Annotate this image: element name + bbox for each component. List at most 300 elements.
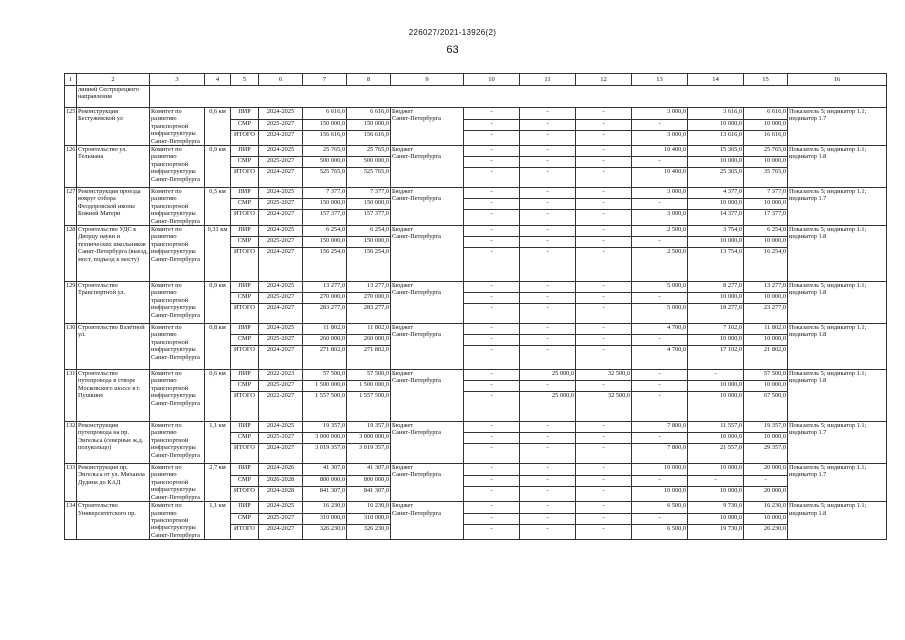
amount-cell: - [520,188,576,199]
period-cell: 2025-2027 [259,293,303,304]
customer-cell: Комитет по развитию транспортной инфраструктуры Санкт-Петербурга [150,422,205,464]
amount-cell: - [464,381,520,392]
cost-cell: 1 500 000,0 [347,381,391,392]
row-number-cell: 125 [65,108,77,146]
column-number-cell: 12 [576,74,632,86]
amount-cell: - [632,237,688,248]
customer-cell: Комитет по развитию транспортной инфраструктуры Санкт-Петербурга [150,502,205,540]
work-type-cell: ИТОГО [231,248,259,282]
amount-cell: - [576,210,632,226]
object-name-cell: Строительство УДС к Дворцу науки и технических школьников Санкт-Петербурга (выезд, мост, подъезд к мосту) [77,226,150,282]
amount-cell: - [520,237,576,248]
amount-cell: 7 800,0 [632,422,688,433]
amount-cell: - [576,226,632,237]
amount-cell: - [520,502,576,514]
empty-cell [150,86,887,108]
work-type-cell: СМР [231,433,259,444]
cost-cell: 1 557 500,0 [347,392,391,422]
amount-cell: 10 000,0 [688,392,744,422]
work-type-cell: ИТОГО [231,525,259,540]
budget-line: Санкт-Петербурга [392,377,441,385]
period-cell: 2025-2027 [259,381,303,392]
amount-cell: - [520,146,576,157]
amount-cell: 21 802,0 [744,346,788,370]
object-name-cell: Реконструкция пр. Энгельса от ул. Михаила Дудина до КАД [77,464,150,502]
amount-cell: 13 754,0 [688,248,744,282]
amount-cell: - [632,199,688,210]
cost-cell: 11 802,0 [303,324,347,335]
amount-cell: - [576,248,632,282]
amount-cell: - [576,188,632,199]
amount-cell: 13 616,0 [688,131,744,146]
work-type-cell: ПИР [231,422,259,433]
amount-cell: - [464,335,520,346]
cost-cell: 841 307,0 [347,487,391,502]
budget-line: Бюджет [392,324,414,332]
budget-line: Бюджет [392,502,414,510]
cost-cell: 6 254,0 [303,226,347,237]
amount-cell: 16 230,0 [744,502,788,514]
empty-cell [65,86,77,108]
amount-cell: 13 277,0 [744,282,788,293]
cost-cell: 157 377,0 [303,210,347,226]
budget-line: Санкт-Петербурга [392,471,441,479]
cost-cell: 6 616,0 [303,108,347,120]
row-number-cell: 128 [65,226,77,282]
amount-cell: 3 754,0 [688,226,744,237]
column-number-cell: 5 [231,74,259,86]
indicators-cell: Показатель 5; индикатор 1.1; индикатор 1.8 [788,282,887,324]
period-cell: 2025-2027 [259,237,303,248]
work-type-cell: ПИР [231,188,259,199]
length-cell: 1,1 км [205,422,231,464]
amount-cell: - [464,370,520,381]
period-cell: 2025-2027 [259,433,303,444]
period-cell: 2024-2028 [259,487,303,502]
amount-cell: - [576,168,632,188]
amount-cell: - [520,108,576,120]
period-cell: 2024-2027 [259,444,303,464]
cost-cell: 525 765,0 [347,168,391,188]
period-cell: 2024-2025 [259,282,303,293]
amount-cell: 10 000,0 [744,199,788,210]
cost-cell: 270 000,0 [303,293,347,304]
budget-line: Бюджет [392,370,414,378]
cost-cell: 156 616,0 [303,131,347,146]
amount-cell: - [520,422,576,433]
amount-cell: - [576,108,632,120]
amount-cell: - [576,146,632,157]
amount-cell: - [576,525,632,540]
amount-cell: - [464,237,520,248]
length-cell: 0,31 км [205,226,231,282]
period-cell: 2024-2026 [259,464,303,476]
indicators-cell: Показатель 5; индикатор 1.1; индикатор 1.8 [788,324,887,370]
amount-cell: 26 230,0 [744,525,788,540]
amount-cell: - [632,513,688,525]
amount-cell: - [520,131,576,146]
customer-cell: Комитет по развитию транспортной инфраструктуры Санкт-Петербурга [150,108,205,146]
amount-cell: - [520,335,576,346]
amount-cell: 4 377,0 [688,188,744,199]
amount-cell: - [520,346,576,370]
cost-cell: 260 000,0 [347,335,391,346]
amount-cell: - [464,226,520,237]
cost-cell: 157 377,0 [347,210,391,226]
cost-cell: 271 802,0 [303,346,347,370]
amount-cell: - [464,146,520,157]
budget-cell [391,502,464,540]
amount-cell: - [576,475,632,487]
period-cell: 2024-2027 [259,346,303,370]
amount-cell: - [576,335,632,346]
period-cell: 2025-2027 [259,157,303,168]
budget-line: Санкт-Петербурга [392,195,441,203]
amount-cell: 10 000,0 [688,487,744,502]
amount-cell: - [576,119,632,131]
table-row [65,370,887,381]
amount-cell: - [576,304,632,324]
budget-cell [391,188,464,226]
cost-cell: 25 765,0 [347,146,391,157]
amount-cell: - [576,237,632,248]
amount-cell: - [464,293,520,304]
work-type-cell: СМР [231,119,259,131]
customer-cell: Комитет по развитию транспортной инфраструктуры Санкт-Петербурга [150,282,205,324]
amount-cell: 7 800,0 [632,444,688,464]
period-cell: 2024-2027 [259,248,303,282]
amount-cell: 5 000,0 [632,282,688,293]
cost-cell: 6 616,0 [347,108,391,120]
amount-cell: 2 500,0 [632,226,688,237]
length-cell: 0,6 км [205,108,231,146]
cost-cell: 3 019 357,0 [303,444,347,464]
length-cell: 0,8 км [205,324,231,370]
period-cell: 2024-2027 [259,168,303,188]
amount-cell: - [576,131,632,146]
budget-line: Бюджет [392,226,414,234]
amount-cell: 57 500,0 [744,370,788,381]
indicators-cell: Показатель 5; индикатор 1.1; индикатор 1.8 [788,370,887,422]
cost-cell: 1 500 000,0 [303,381,347,392]
object-name-cell: Реконструкция путепровода на пр. Энгельса (северные ж.д. полукольцо) [77,422,150,464]
amount-cell: 10 000,0 [688,293,744,304]
work-type-cell: СМР [231,513,259,525]
amount-cell: - [464,131,520,146]
amount-cell: 18 277,0 [688,304,744,324]
amount-cell: - [464,433,520,444]
amount-cell: - [520,444,576,464]
work-type-cell: ИТОГО [231,444,259,464]
amount-cell: - [576,513,632,525]
object-name-cell: Строительство Взлётной ул. [77,324,150,370]
column-number-cell: 15 [744,74,788,86]
column-number-row [65,74,887,86]
amount-cell: 25 000,0 [520,392,576,422]
cost-cell: 326 230,0 [303,525,347,540]
length-cell: 0,6 км [205,370,231,422]
customer-cell: Комитет по развитию транспортной инфраструктуры Санкт-Петербурга [150,464,205,502]
cost-cell: 57 500,0 [347,370,391,381]
budget-line: Бюджет [392,146,414,154]
amount-cell: 10 000,0 [744,157,788,168]
cost-cell: 841 307,0 [303,487,347,502]
amount-cell: 10 000,0 [688,381,744,392]
budget-cell [391,370,464,422]
cost-cell: 150 000,0 [303,199,347,210]
cost-cell: 150 000,0 [347,237,391,248]
document-number: 226027/2021-13926(2) [408,28,497,37]
cost-cell: 3 019 357,0 [347,444,391,464]
work-type-cell: СМР [231,293,259,304]
amount-cell: 19 357,0 [744,422,788,433]
column-number-cell: 6 [259,74,303,86]
indicators-cell: Показатель 5; индикатор 1.1; индикатор 1.7 [788,108,887,146]
cost-cell: 19 357,0 [303,422,347,433]
work-type-cell: СМР [231,475,259,487]
cost-cell: 41 307,0 [303,464,347,476]
cost-cell: 800 000,0 [303,475,347,487]
budget-line: Санкт-Петербурга [392,115,441,123]
work-type-cell: СМР [231,335,259,346]
amount-cell: 20 000,0 [744,487,788,502]
budget-line: Бюджет [392,282,414,290]
amount-cell: - [576,381,632,392]
amount-cell: - [464,188,520,199]
cost-cell: 500 000,0 [303,157,347,168]
indicators-cell: Показатель 5; индикатор 1.1; индикатор 1.8 [788,502,887,540]
amount-cell: 10 000,0 [744,381,788,392]
cost-cell: 16 230,0 [303,502,347,514]
amount-cell: - [520,282,576,293]
amount-cell: - [520,248,576,282]
amount-cell: 20 000,0 [744,464,788,476]
amount-cell: 10 000,0 [744,335,788,346]
period-cell: 2025-2027 [259,119,303,131]
amount-cell: - [464,464,520,476]
amount-cell: 11 557,0 [688,422,744,433]
row-number-cell: 129 [65,282,77,324]
period-cell: 2024-2025 [259,146,303,157]
work-type-cell: СМР [231,381,259,392]
amount-cell: - [464,525,520,540]
amount-cell: 7 102,0 [688,324,744,335]
amount-cell: - [576,282,632,293]
amount-cell: - [632,293,688,304]
object-name-cell: Реконструкция Бестужевской ул [77,108,150,146]
page-number: 63 [446,44,459,56]
budget-cell [391,146,464,188]
work-type-cell: ПИР [231,146,259,157]
column-number-cell: 14 [688,74,744,86]
continuation-text: линией Сестрорецкого направления [77,86,150,108]
work-type-cell: ПИР [231,502,259,514]
work-type-cell: ИТОГО [231,131,259,146]
amount-cell: - [520,525,576,540]
length-cell: 1,1 км [205,502,231,540]
work-type-cell: ИТОГО [231,304,259,324]
object-name-cell: Строительство Транспортной ул. [77,282,150,324]
amount-cell: - [464,346,520,370]
amount-cell: 3 616,0 [688,108,744,120]
amount-cell: - [632,433,688,444]
column-number-cell: 3 [150,74,205,86]
amount-cell: - [576,293,632,304]
amount-cell: - [632,157,688,168]
period-cell: 2024-2025 [259,502,303,514]
cost-cell: 150 000,0 [303,119,347,131]
amount-cell: - [632,392,688,422]
amount-cell: - [464,199,520,210]
object-name-cell: Строительство ул. Тельмана [77,146,150,188]
amount-cell: 10 000,0 [688,119,744,131]
column-number-cell: 8 [347,74,391,86]
cost-cell: 7 377,0 [303,188,347,199]
period-cell: 2024-2025 [259,108,303,120]
column-number-cell: 9 [391,74,464,86]
cost-cell: 11 802,0 [347,324,391,335]
cost-cell: 13 277,0 [347,282,391,293]
indicators-cell: Показатель 5; индикатор 1.1; индикатор 1.8 [788,226,887,282]
amount-cell: - [576,444,632,464]
amount-cell: 7 377,0 [744,188,788,199]
amount-cell: 10 000,0 [744,513,788,525]
amount-cell: 10 000,0 [688,433,744,444]
length-cell: 0,9 км [205,146,231,188]
period-cell: 2024-2027 [259,210,303,226]
amount-cell: - [464,157,520,168]
amount-cell: 32 500,0 [576,370,632,381]
amount-cell: - [520,381,576,392]
customer-cell: Комитет по развитию транспортной инфраструктуры Санкт-Петербурга [150,188,205,226]
budget-line: Бюджет [392,188,414,196]
indicators-cell: Показатель 5; индикатор 1.1; индикатор 1.7 [788,188,887,226]
cost-cell: 1 557 500,0 [303,392,347,422]
amount-cell: 17 102,0 [688,346,744,370]
indicators-cell: Показатель 5; индикатор 1.1; индикатор 1.8 [788,146,887,188]
customer-cell: Комитет по развитию транспортной инфраструктуры Санкт-Петербурга [150,146,205,188]
amount-cell: 9 730,0 [688,502,744,514]
column-number-cell: 11 [520,74,576,86]
column-number-cell: 2 [77,74,150,86]
amount-cell: - [632,370,688,381]
period-cell: 2024-2025 [259,188,303,199]
amount-cell: - [464,513,520,525]
budget-cell [391,464,464,502]
cost-cell: 271 802,0 [347,346,391,370]
length-cell: 2,7 км [205,464,231,502]
budget-line: Бюджет [392,464,414,472]
column-number-cell: 13 [632,74,688,86]
amount-cell: - [464,168,520,188]
period-cell: 2022-2023 [259,370,303,381]
amount-cell: 10 000,0 [688,335,744,346]
object-name-cell: Строительство путепровода в створе Московского шоссе в г. Пушкине [77,370,150,422]
amount-cell: - [632,119,688,131]
amount-cell: 32 500,0 [576,392,632,422]
cost-cell: 283 277,0 [347,304,391,324]
amount-cell: 10 000,0 [632,464,688,476]
cost-cell: 150 000,0 [347,119,391,131]
amount-cell: - [576,324,632,335]
period-cell: 2024-2025 [259,422,303,433]
budget-line: Санкт-Петербурга [392,233,441,241]
cost-cell: 3 000 000,0 [347,433,391,444]
amount-cell: - [576,487,632,502]
period-cell: 2024-2027 [259,304,303,324]
amount-cell: - [520,475,576,487]
amount-cell: 2 500,0 [632,248,688,282]
table-row [65,464,887,476]
period-cell: 2022-2027 [259,392,303,422]
amount-cell: - [576,422,632,433]
work-type-cell: ПИР [231,324,259,335]
work-type-cell: СМР [231,157,259,168]
cost-cell: 310 000,0 [347,513,391,525]
indicators-cell: Показатель 5; индикатор 1.1; индикатор 1.7 [788,422,887,464]
amount-cell: 23 277,0 [744,304,788,324]
amount-cell: - [464,502,520,514]
cost-cell: 326 230,0 [347,525,391,540]
length-cell: 0,5 км [205,188,231,226]
column-number-cell: 4 [205,74,231,86]
work-type-cell: ПИР [231,370,259,381]
amount-cell: 25 000,0 [520,370,576,381]
amount-cell: - [464,487,520,502]
amount-cell: - [464,475,520,487]
amount-cell: 10 000,0 [688,199,744,210]
amount-cell: - [520,293,576,304]
column-number-cell: 7 [303,74,347,86]
period-cell: 2026-2028 [259,475,303,487]
cost-cell: 41 307,0 [347,464,391,476]
amount-cell: - [520,119,576,131]
amount-cell: - [464,282,520,293]
amount-cell: - [464,392,520,422]
amount-cell: - [576,157,632,168]
amount-cell: 8 277,0 [688,282,744,293]
amount-cell: 6 616,0 [744,108,788,120]
budget-cell [391,226,464,282]
amount-cell: - [632,335,688,346]
budget-line: Санкт-Петербурга [392,289,441,297]
cost-cell: 150 000,0 [303,237,347,248]
work-type-cell: ПИР [231,282,259,293]
work-type-cell: ИТОГО [231,168,259,188]
amount-cell: - [520,304,576,324]
row-number-cell: 131 [65,370,77,422]
customer-cell: Комитет по развитию транспортной инфраструктуры Санкт-Петербурга [150,324,205,370]
period-cell: 2024-2025 [259,324,303,335]
budget-line: Бюджет [392,108,414,115]
amount-cell: 3 000,0 [632,210,688,226]
column-number-cell: 1 [65,74,77,86]
continuation-row [65,86,887,108]
amount-cell: 10 000,0 [688,237,744,248]
object-name-cell: Строительство Университетского пр. [77,502,150,540]
period-cell: 2025-2027 [259,335,303,346]
row-number-cell: 127 [65,188,77,226]
amount-cell: - [632,475,688,487]
table-row [65,502,887,514]
amount-cell: - [576,502,632,514]
cost-cell: 16 230,0 [347,502,391,514]
work-type-cell: СМР [231,199,259,210]
amount-cell: 10 000,0 [688,157,744,168]
amount-cell: 10 000,0 [688,513,744,525]
amount-cell: 6 500,0 [632,502,688,514]
amount-cell: 10 400,0 [632,168,688,188]
